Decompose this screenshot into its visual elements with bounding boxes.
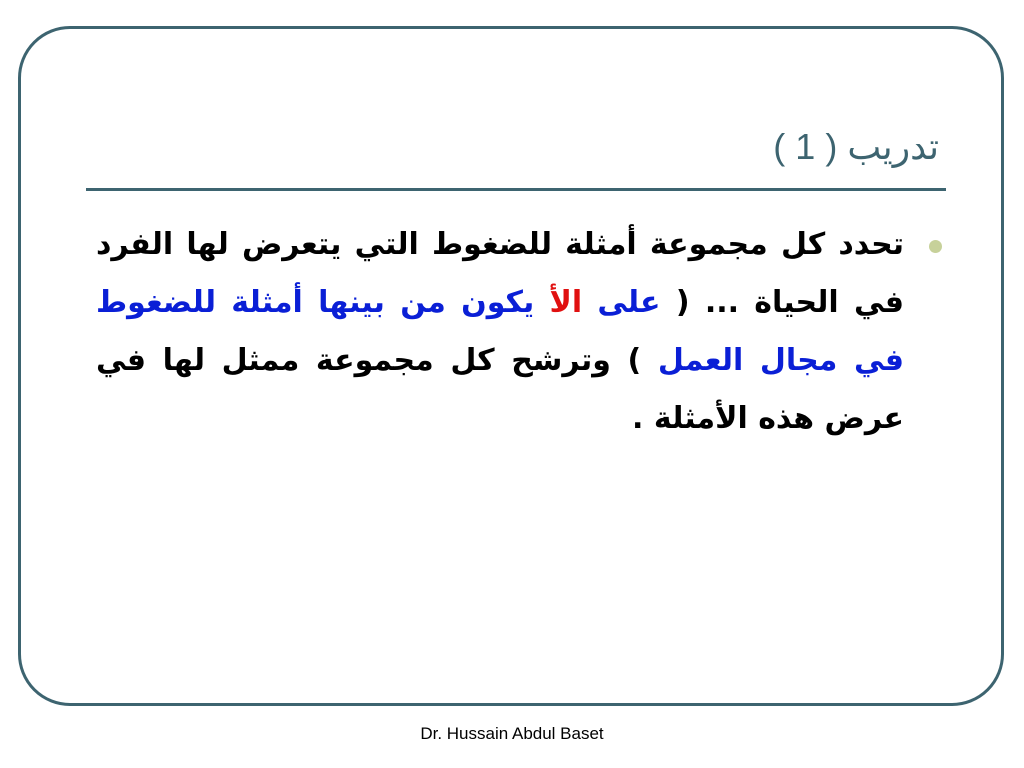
body-text-blue-2: يكون من بينها أمثلة للضغوط في مجال العمل [96, 285, 904, 378]
body-text-red: الأ [534, 285, 583, 320]
body-text-1: تحدد كل مجموعة أمثلة للضغوط التي يتعرض لها الفرد في الحياة ... ( [96, 227, 904, 320]
bullet-icon [929, 240, 942, 253]
body-text-blue-1: على [582, 285, 661, 320]
body-text-2: ) وترشح كل مجموعة ممثل لها في عرض هذه الأمثلة . [96, 343, 904, 436]
slide-title: تدريب ( 1 ) [773, 126, 939, 167]
title-divider [86, 188, 946, 191]
slide-body [96, 216, 904, 448]
slide-footer: Dr. Hussain Abdul Baset [420, 724, 604, 743]
